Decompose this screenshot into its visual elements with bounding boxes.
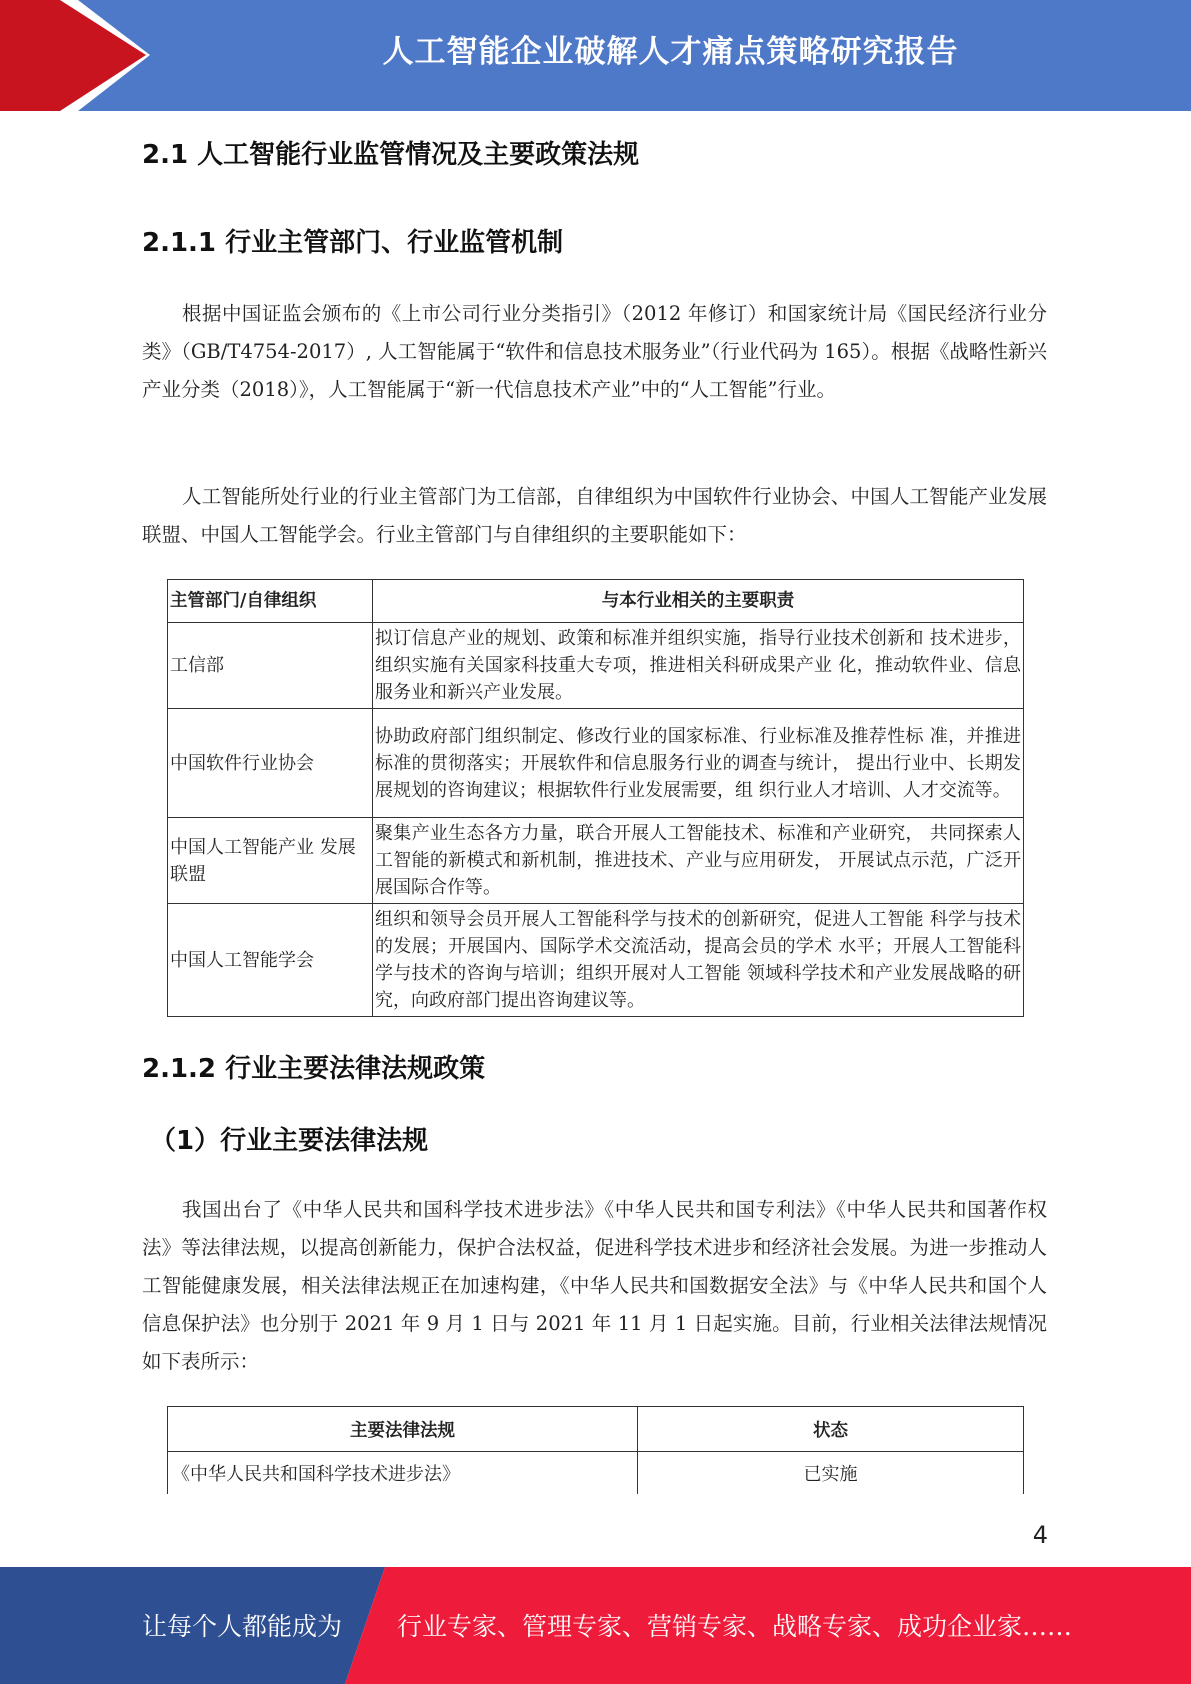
table-cell-org: 中国人工智能学会 xyxy=(168,904,373,1017)
law-status-table xyxy=(167,1406,1024,1494)
table-row xyxy=(168,818,1024,904)
section-heading-2-1-1: 2.1.1 行业主管部门、行业监管机制 xyxy=(142,228,564,258)
footer-slogan-right: 行业专家、管理专家、营销专家、战略专家、成功企业家…… xyxy=(397,1612,1073,1641)
table-header-law: 主要法律法规 xyxy=(168,1407,638,1452)
table-header-status: 状态 xyxy=(638,1407,1024,1452)
footer-slogan-left: 让每个人都能成为 xyxy=(142,1612,343,1641)
table-row xyxy=(168,904,1024,1017)
table-row xyxy=(168,1452,1024,1495)
regulator-duty-table xyxy=(167,579,1024,1017)
table-cell-duty: 协助政府部门组织制定、修改行业的国家标准、行业标准及推荐性标 准，并推进标准的贯彻落实；开展软件和信息服务行业的调查与统计， 提出行业中、长期发展规划的咨询建议；根据软件行业发展需要，组 织行业人才培训、人才交流等。 xyxy=(373,709,1024,818)
table-header-duty: 与本行业相关的主要职责 xyxy=(373,580,1024,623)
table-cell-status: 已实施 xyxy=(638,1452,1024,1495)
table-header-row xyxy=(168,1407,1024,1452)
subsection-heading-laws: （1）行业主要法律法规 xyxy=(150,1126,429,1156)
section-heading-2-1-2: 2.1.2 行业主要法律法规政策 xyxy=(142,1054,486,1084)
paragraph-regulators: 人工智能所处行业的行业主管部门为工信部，自律组织为中国软件行业协会、中国人工智能产业发展联盟、中国人工智能学会。行业主管部门与自律组织的主要职能如下： xyxy=(142,485,1047,546)
paragraph-industry-classification: 根据中国证监会颁布的《上市公司行业分类指引》（2012 年修订）和国家统计局《国民经济行业分类》（GB/T4754-2017）, 人工智能属于“软件和信息技术服务业”（行业代码为 165）。根据《战略性新兴产业分类（2018）》，人工智能属于“新一代信息技术产业”中的“人工智能”行业。 xyxy=(142,302,1047,401)
section-heading-2-1: 2.1 人工智能行业监管情况及主要政策法规 xyxy=(142,140,640,170)
paragraph-laws: 我国出台了《中华人民共和国科学技术进步法》《中华人民共和国专利法》《中华人民共和国著作权法》等法律法规，以提高创新能力，保护合法权益，促进科学技术进步和经济社会发展。为进一步推动人工智能健康发展，相关法律法规正在加速构建，《中华人民共和国数据安全法》与《中华人民共和国个人信息保护法》也分别于 2021 年 9 月 1 日与 2021 年 11 月 1 日起实施。目前，行业相关法律法规情况如下表所示： xyxy=(142,1198,1047,1373)
table-cell-duty: 聚集产业生态各方力量，联合开展人工智能技术、标准和产业研究， 共同探索人工智能的新模式和新机制，推进技术、产业与应用研发， 开展试点示范，广泛开展国际合作等。 xyxy=(373,818,1024,904)
page-header xyxy=(0,0,1191,111)
table-cell-duty: 组织和领导会员开展人工智能科学与技术的创新研究，促进人工智能 科学与技术的发展；开展国内、国际学术交流活动，提高会员的学术 水平；开展人工智能科学与技术的咨询与培训；组织开展对人工智能 领域科学技术和产业发展战略的研究，向政府部门提出咨询建议等。 xyxy=(373,904,1024,1017)
table-cell-duty: 拟订信息产业的规划、政策和标准并组织实施，指导行业技术创新和 技术进步，组织实施有关国家科技重大专项，推进相关科研成果产业 化，推动软件业、信息服务业和新兴产业发展。 xyxy=(373,623,1024,709)
table-cell-org: 工信部 xyxy=(168,623,373,709)
table-header-row xyxy=(168,580,1024,623)
table-header-org: 主管部门/自律组织 xyxy=(168,580,373,623)
table-cell-org: 中国软件行业协会 xyxy=(168,709,373,818)
report-title: 人工智能企业破解人才痛点策略研究报告 xyxy=(382,34,959,70)
page-number: 4 xyxy=(1032,1521,1048,1549)
table-row xyxy=(168,709,1024,818)
table-cell-org: 中国人工智能产业 发展联盟 xyxy=(168,818,373,904)
table-cell-law: 《中华人民共和国科学技术进步法》 xyxy=(168,1452,638,1495)
table-row xyxy=(168,623,1024,709)
page-footer xyxy=(0,1567,1191,1684)
